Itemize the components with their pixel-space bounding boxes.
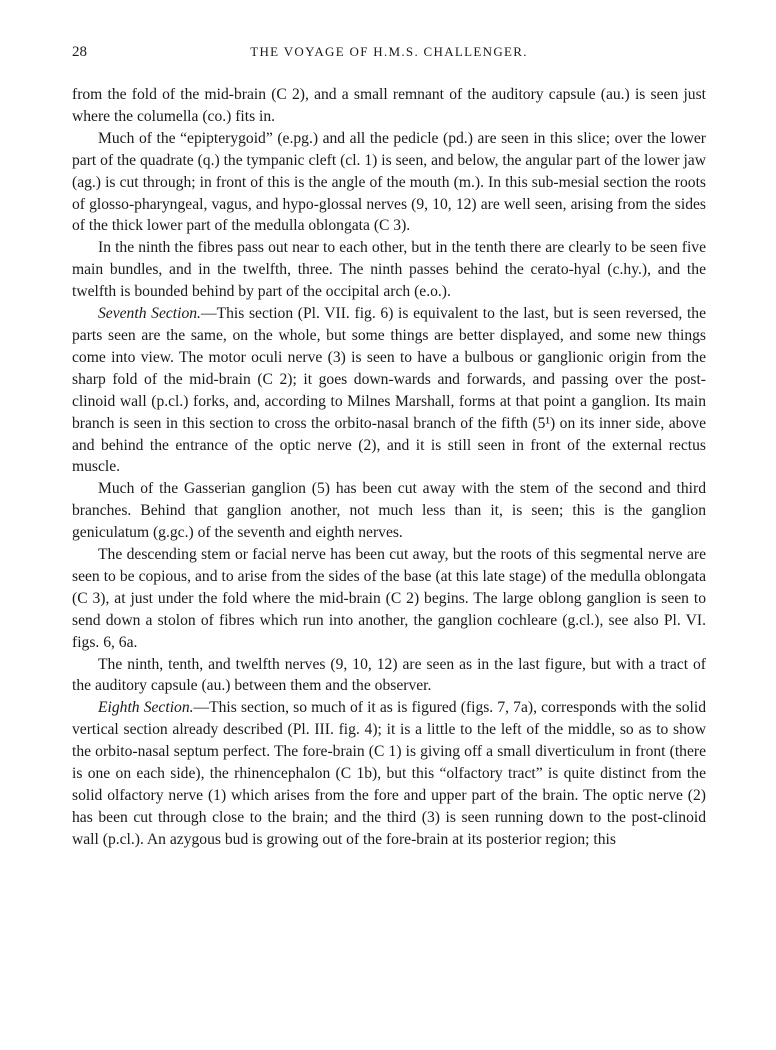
page — [72, 44, 706, 851]
paragraph: Much of the Gasserian ganglion (5) has been cut away with the stem of the second and third branches. Behind that ganglion another, not much less than it, is seen; this is the ganglion geniculatum (g.gc.) of the seventh and eighth nerves. — [72, 480, 706, 542]
section-heading: Seventh Section. — [98, 305, 201, 323]
page-number: 28 — [72, 44, 87, 60]
paragraph: The descending stem or facial nerve has been cut away, but the roots of this segmental nerve are seen to be copious, and to arise from the sides of the base (at this late stage) of the medulla oblongata (C 3), at just under the fold where the mid-brain (C 2) begins. The large oblong ganglion is seen to send down a stolon of fibres which run into another, the ganglion cochleare (g.cl.), see also Pl. VI. figs. 6, 6a. — [72, 546, 706, 651]
paragraph: Seventh Section.—This section (Pl. VII. fig. 6) is equivalent to the last, but is seen reversed, the parts seen are the same, on the whole, but some things are better displayed, and some new things come into view. The motor oculi nerve (3) is seen to have a bulbous or ganglionic origin from the sharp fold of the mid-brain (C 2); it goes down-wards and forwards, and passing over the post-clinoid wall (p.cl.) forks, and, according to Milnes Marshall, forms at that point a ganglion. Its main branch is seen in this section to cross the orbito-nasal branch of the fifth (5¹) on its inner side, above and behind the entrance of the optic nerve (2), and it is still seen in front of the external rectus muscle. — [72, 305, 706, 476]
running-title: THE VOYAGE OF H.M.S. CHALLENGER. — [250, 44, 528, 59]
paragraph: from the fold of the mid-brain (C 2), and a small remnant of the auditory capsule (au.) is seen just where the columella (co.) fits in. — [72, 86, 706, 125]
paragraph: Eighth Section.—This section, so much of it as is figured (figs. 7, 7a), corresponds with the solid vertical section already described (Pl. III. fig. 4); it is a little to the left of the middle, so as to show the orbito-nasal septum perfect. The fore-brain (C 1) is giving off a small diverticulum in front (there is one on each side), the rhinencephalon (C 1b), but this “olfactory tract” is quite distinct from the solid olfactory nerve (1) which arises from the fore and upper part of the brain. The optic nerve (2) has been cut through close to the brain; and the third (3) is seen running down to the post-clinoid wall (p.cl.). An azygous bud is growing out of the fore-brain at its posterior region; this — [72, 699, 706, 848]
paragraph: The ninth, tenth, and twelfth nerves (9, 10, 12) are seen as in the last figure, but with a tract of the auditory capsule (au.) between them and the observer. — [72, 655, 706, 695]
paragraph: In the ninth the fibres pass out near to each other, but in the tenth there are clearly to be seen five main bundles, and in the twelfth, three. The ninth passes behind the cerato-hyal (c.hy.), and the twelfth is bounded behind by part of the occipital arch (e.o.). — [72, 239, 706, 301]
body-text — [72, 84, 706, 851]
section-heading: Eighth Section. — [98, 699, 194, 717]
paragraph: Much of the “epipterygoid” (e.pg.) and all the pedicle (pd.) are seen in this slice; over the lower part of the quadrate (q.) the tympanic cleft (cl. 1) is seen, and below, the angular part of the lower jaw (ag.) is cut through; in front of this is the angle of the mouth (m.). In this sub-mesial section the roots of glosso-pharyngeal, vagus, and hypo-glossal nerves (9, 10, 12) are well seen, arising from the sides of the thick lower part of the medulla oblongata (C 3). — [72, 129, 706, 235]
page-header — [72, 44, 706, 66]
